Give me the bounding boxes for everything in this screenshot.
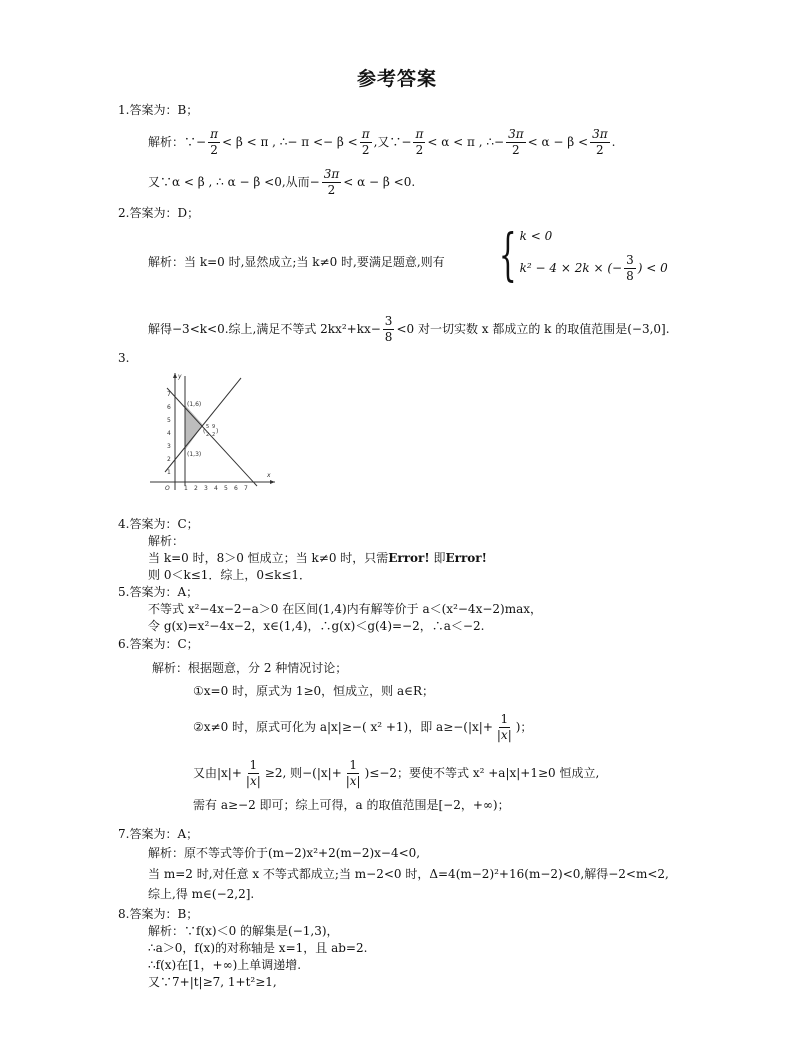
x-tick: 6 (234, 485, 238, 492)
point-label-1-3: (1,3) (187, 451, 202, 458)
fraction: $\frac{3\pi}{2}$ (508, 127, 524, 157)
y-tick: 2 (167, 456, 171, 463)
point-label-paren: ) (216, 428, 219, 435)
point-label-paren: ( (203, 428, 206, 435)
q5-line1: 不等式 x²−4x−2−a＞0 在区间(1,4)内有解等价于 a＜(x²−4x−2)max， (148, 602, 543, 616)
system-row-1: k < 0 (519, 228, 553, 243)
q4-line3: 则 0＜k≤1．综上，0≤k≤1． (148, 568, 312, 582)
origin-label: O (165, 485, 170, 492)
q8-line4: 又∵7+|t|≥7, 1+t²≥1, (148, 975, 277, 989)
point-frac: 2 (212, 432, 216, 438)
q6-text: )； (515, 720, 533, 734)
q1-text: < α < π , ∴− (427, 135, 505, 149)
x-tick: 4 (214, 485, 218, 492)
system-row-2: k² − 4 × 2k × (− $\frac{3}{8}$ ) < 0 (519, 252, 668, 283)
fraction: $\frac{3\pi}{2}$ (592, 127, 608, 157)
q1-line2 (148, 167, 415, 198)
q1-text: 又∵α < β , ∴ α − β <0,从而− (148, 175, 320, 189)
q6-answer: 6.答案为：C； (118, 637, 199, 651)
q1-text: < α − β < (527, 135, 589, 149)
q1-text: < β < π , ∴− π <− β < (221, 135, 358, 149)
y-tick: 1 (167, 469, 171, 476)
q6-line5: 需有 a≥−2 即可；综上可得，a 的取值范围是[−2，+∞)； (193, 798, 510, 812)
fraction: $\frac{1}{|x|}$ (245, 758, 261, 788)
q2-answer: 2.答案为：D； (118, 206, 200, 220)
q8-answer: 8.答案为：B； (118, 907, 199, 921)
point-frac: 5 (206, 424, 210, 430)
q8-line3: ∴f(x)在[1，+∞)上单调递增. (148, 958, 302, 972)
inequality-system (490, 223, 668, 288)
x-tick: 7 (244, 485, 248, 492)
fraction: $\frac{1}{|x|}$ (345, 758, 361, 788)
y-tick: 7 (167, 391, 171, 398)
q4-line1: 解析： (148, 534, 185, 548)
q7-line1: 解析：原不等式等价于(m−2)x²+2(m−2)x−4<0, (148, 846, 421, 860)
brace: { (498, 223, 517, 288)
q5-line2: 令 g(x)=x²−4x−2，x∈(1,4)，∴g(x)＜g(4)=−2，∴a＜−2. (148, 619, 485, 633)
q1-line1 (148, 127, 615, 158)
fraction: $\frac{\pi}{2}$ (361, 127, 370, 157)
q4-line2 (148, 550, 487, 566)
q6-line4 (193, 758, 599, 789)
q4-text: 即 (429, 551, 446, 565)
y-tick: 3 (167, 443, 171, 450)
x-tick: 2 (194, 485, 198, 492)
error-text: Error! (445, 551, 487, 565)
q6-text: )≤−2；要使不等式 x² +a|x|+1≥0 恒成立, (364, 766, 600, 780)
q1-text: . (611, 135, 616, 149)
q3-number: 3. (118, 351, 130, 365)
fraction: $\frac{3\pi}{2}$ (323, 167, 340, 197)
y-tick: 6 (167, 404, 171, 411)
x-tick: 5 (224, 485, 228, 492)
q6-line2: ①x=0 时，原式为 1≥0，恒成立，则 a∈R； (193, 684, 435, 698)
x-tick: 3 (204, 485, 208, 492)
feasible-region-graph (145, 370, 280, 495)
q1-answer: 1.答案为：B； (118, 103, 199, 117)
y-axis-label: y (178, 373, 182, 380)
fraction: $\frac{3}{8}$ (384, 314, 393, 344)
q7-line3: 综上,得 m∈(−2,2]. (148, 887, 255, 901)
q8-line1: 解析：∵f(x)＜0 的解集是(−1,3)， (148, 924, 339, 938)
q2-line1: 解析：当 k=0 时,显然成立;当 k≠0 时,要满足题意,则有 (148, 255, 445, 269)
q6-text: 又由|x|+ (193, 766, 242, 780)
fraction: $\frac{\pi}{2}$ (415, 127, 424, 157)
q6-text: ≥2, 则−(|x|+ (264, 766, 342, 780)
line-increasing (165, 378, 241, 472)
fraction: $\frac{1}{|x|}$ (496, 712, 512, 742)
q6-line1: 解析：根据题意，分 2 种情况讨论； (152, 661, 348, 675)
q2-text: <0 对一切实数 x 都成立的 k 的取值范围是(−3,0]. (396, 322, 670, 336)
q7-answer: 7.答案为：A； (118, 827, 199, 841)
q1-text: < α − β <0. (343, 175, 416, 189)
q2-text: 解得−3<k<0.综上,满足不等式 2kx²+kx− (148, 322, 381, 336)
x-tick: 1 (184, 485, 188, 492)
q2-line2 (148, 314, 670, 345)
q6-text: ②x≠0 时，原式可化为 a|x|≥−( x² +1)，即 a≥−(|x|+ (193, 720, 493, 734)
y-tick: 4 (167, 430, 171, 437)
q4-text: 当 k=0 时，8＞0 恒成立；当 k≠0 时，只需 (148, 551, 389, 565)
page-title: 参考答案 (356, 68, 437, 90)
error-text: Error! (388, 551, 430, 565)
q4-answer: 4.答案为：C； (118, 517, 199, 531)
point-frac: 9 (212, 424, 216, 430)
q7-line2: 当 m=2 时,对任意 x 不等式都成立;当 m−2<0 时，Δ=4(m−2)²+16(m−2)<0,解得−2<m<2, (148, 867, 669, 881)
x-axis-label: x (267, 472, 271, 479)
q1-text: 解析：∵− (148, 135, 207, 149)
point-frac: 2 (206, 432, 210, 438)
q5-answer: 5.答案为：A； (118, 585, 199, 599)
y-tick: 5 (167, 417, 171, 424)
fraction: $\frac{\pi}{2}$ (210, 127, 218, 157)
q8-line2: ∴a＞0，f(x)的对称轴是 x=1，且 ab=2. (148, 941, 368, 955)
q6-line3 (193, 712, 532, 743)
q1-text: ,又∵− (373, 135, 412, 149)
point-label-1-6: (1,6) (187, 401, 202, 408)
